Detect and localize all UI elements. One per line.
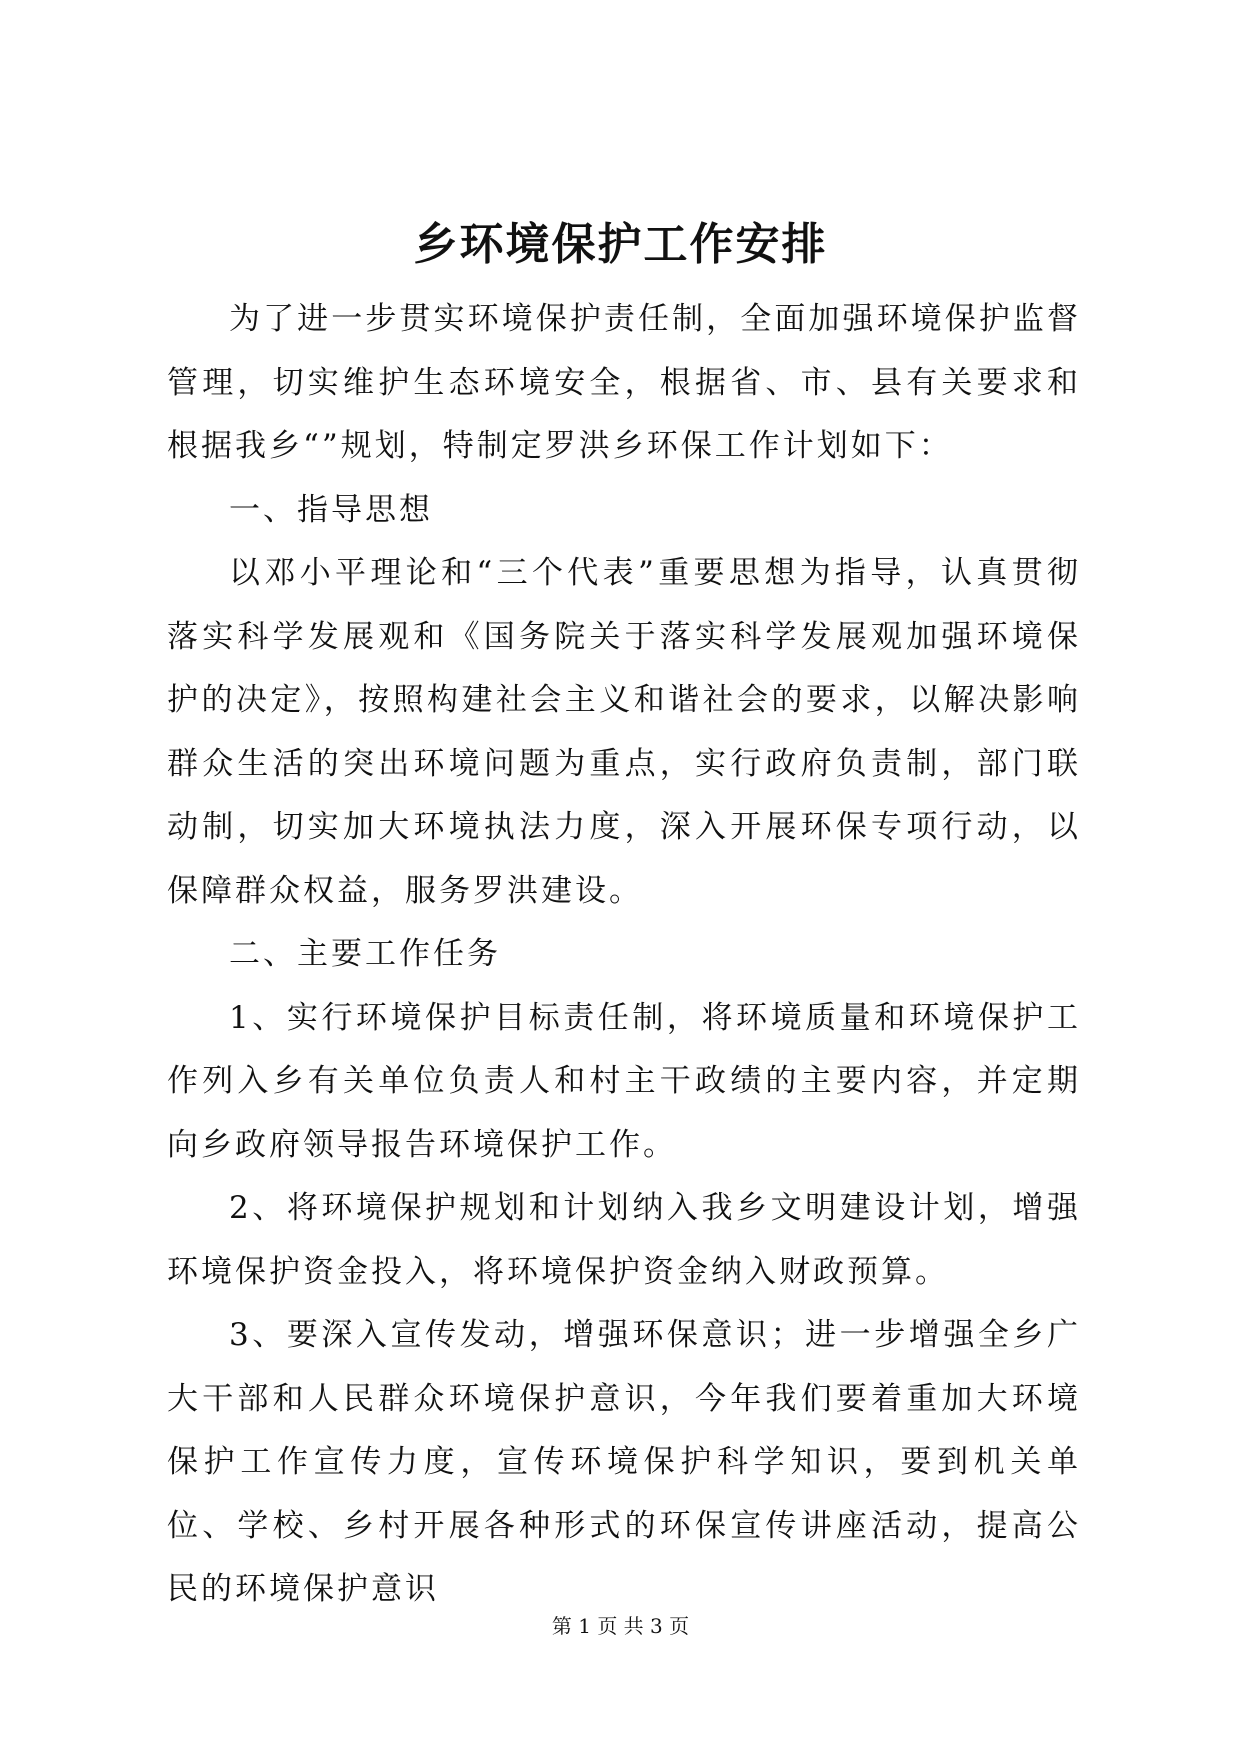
paragraph-task-2: 2、将环境保护规划和计划纳入我乡文明建设计划，增强环境保护资金投入，将环境保护资金纳入财政预算。 (167, 1190, 1081, 1290)
paragraph-task-3: 3、要深入宣传发动，增强环保意识；进一步增强全乡广大干部和人民群众环境保护意识，今年我们要着重加大环境保护工作宣传力度，宣传环境保护科学知识，要到机关单位、学校、乡村开展各种形式的环保宣传讲座活动，提高公民的环境保护意识 (167, 1317, 1081, 1607)
paragraph-intro: 为了进一步贯实环境保护责任制，全面加强环境保护监督管理，切实维护生态环境安全，根据省、市、县有关要求和根据我乡“”规划，特制定罗洪乡环保工作计划如下： (167, 301, 1081, 464)
document-title: 乡环境保护工作安排 (413, 219, 828, 270)
paragraph-guiding-ideology: 以邓小平理论和“三个代表”重要思想为指导，认真贯彻落实科学发展观和《国务院关于落实科学发展观加强环境保护的决定》，按照构建社会主义和谐社会的要求，以解决影响群众生活的突出环境问题为重点，实行政府负责制，部门联动制，切实加大环境执法力度，深入开展环保专项行动，以保障群众权益，服务罗洪建设。 (167, 555, 1081, 909)
document-body (167, 288, 1081, 1622)
paragraph-task-1: 1、实行环境保护目标责任制，将环境质量和环境保护工作列入乡有关单位负责人和村主干政绩的主要内容，并定期向乡政府领导报告环境保护工作。 (167, 999, 1081, 1163)
page-number-footer: 第 1 页 共 3 页 (551, 1614, 690, 1638)
heading-guiding-ideology: 一、指导思想 (229, 491, 433, 528)
heading-main-tasks: 二、主要工作任务 (229, 936, 501, 972)
